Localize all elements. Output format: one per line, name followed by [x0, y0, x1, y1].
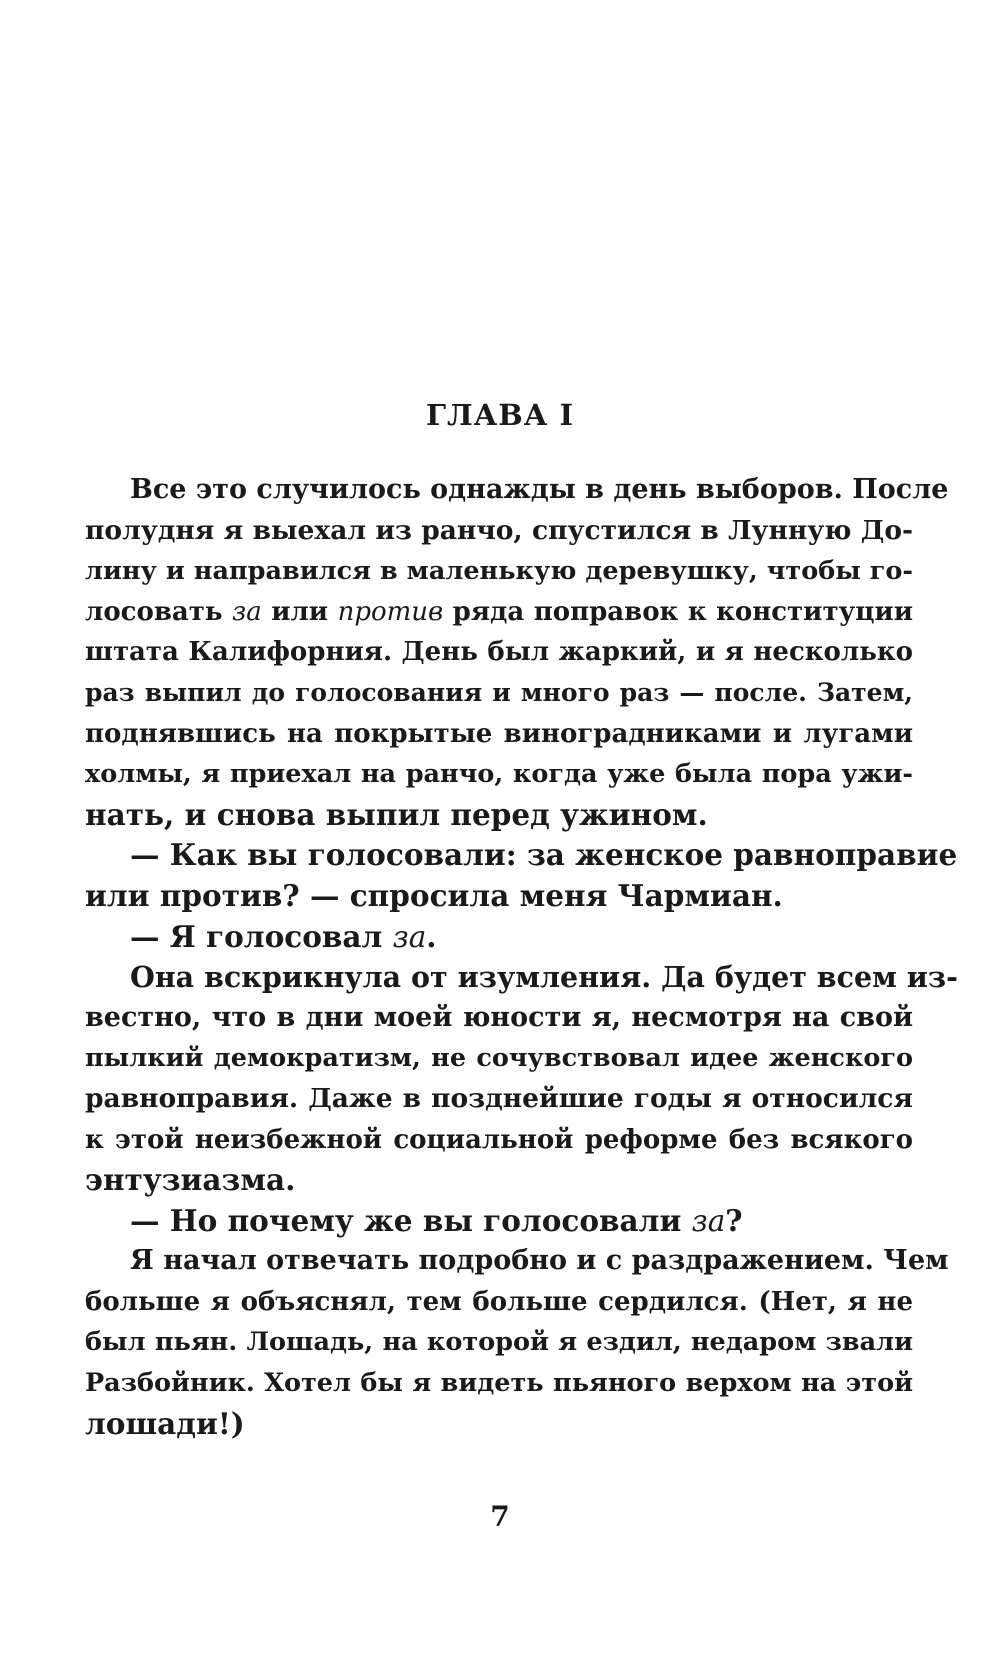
text-line: лосовать за или против ряда поправок к конституции — [85, 596, 913, 627]
text-line: холмы, я приехал на ранчо, когда уже была пора ужи- — [85, 759, 913, 790]
text-line: энтузиазма. — [85, 1162, 296, 1198]
italic-emphasis: за — [392, 919, 427, 954]
text-line: или против? — спросила меня Чармиан. — [85, 877, 783, 913]
text-line: Я начал отвечать подробно и с раздражением. Чем — [130, 1245, 949, 1277]
text-line: нать, и снова выпил перед ужином. — [85, 796, 708, 832]
text-line: вестно, что в дни моей юности я, несмотря на свой — [85, 1001, 913, 1033]
text-line: Она вскрикнула от изумления. Да будет всем из- — [130, 960, 958, 995]
text-line: лину и направился в маленькую деревушку, чтобы го- — [85, 556, 913, 587]
text-line: полудня я выехал из ранчо, спустился в Лунную До- — [85, 514, 913, 546]
italic-emphasis: против — [337, 596, 444, 627]
text-line: пылкий демократизм, не сочувствовал идее женского — [85, 1043, 913, 1074]
chapter-body — [85, 470, 958, 1444]
text-line: раз выпил до голосования и много раз — после. Затем, — [85, 677, 913, 707]
text-line: Разбойник. Хотел бы я видеть пьяного верхом на этой — [85, 1368, 913, 1399]
text-line: Все это случилось однажды в день выборов. После — [130, 474, 949, 505]
italic-emphasis: за — [691, 1203, 726, 1238]
chapter-title: ГЛАВА I — [425, 398, 575, 432]
page-number: 7 — [490, 1500, 510, 1533]
text-line: лошади!) — [85, 1405, 245, 1441]
text-line: к этой неизбежной социальной реформе без всякого — [85, 1124, 913, 1155]
text-line: штата Калифорния. День был жаркий, и я несколько — [85, 637, 913, 668]
text-line: больше я объяснял, тем больше сердился. (Нет, я не — [85, 1286, 913, 1317]
text-line: был пьян. Лошадь, на которой я ездил, недаром звали — [85, 1327, 913, 1358]
italic-emphasis: за — [232, 596, 262, 627]
text-line: — Я голосовал за. — [130, 918, 437, 954]
text-line: равноправия. Даже в позднейшие годы я относился — [85, 1082, 913, 1114]
text-line: — Но почему же вы голосовали за? — [130, 1202, 743, 1238]
text-line: поднявшись на покрытые виноградниками и лугами — [85, 718, 913, 749]
text-line: — Как вы голосовали: за женское равноправие — [130, 837, 958, 873]
